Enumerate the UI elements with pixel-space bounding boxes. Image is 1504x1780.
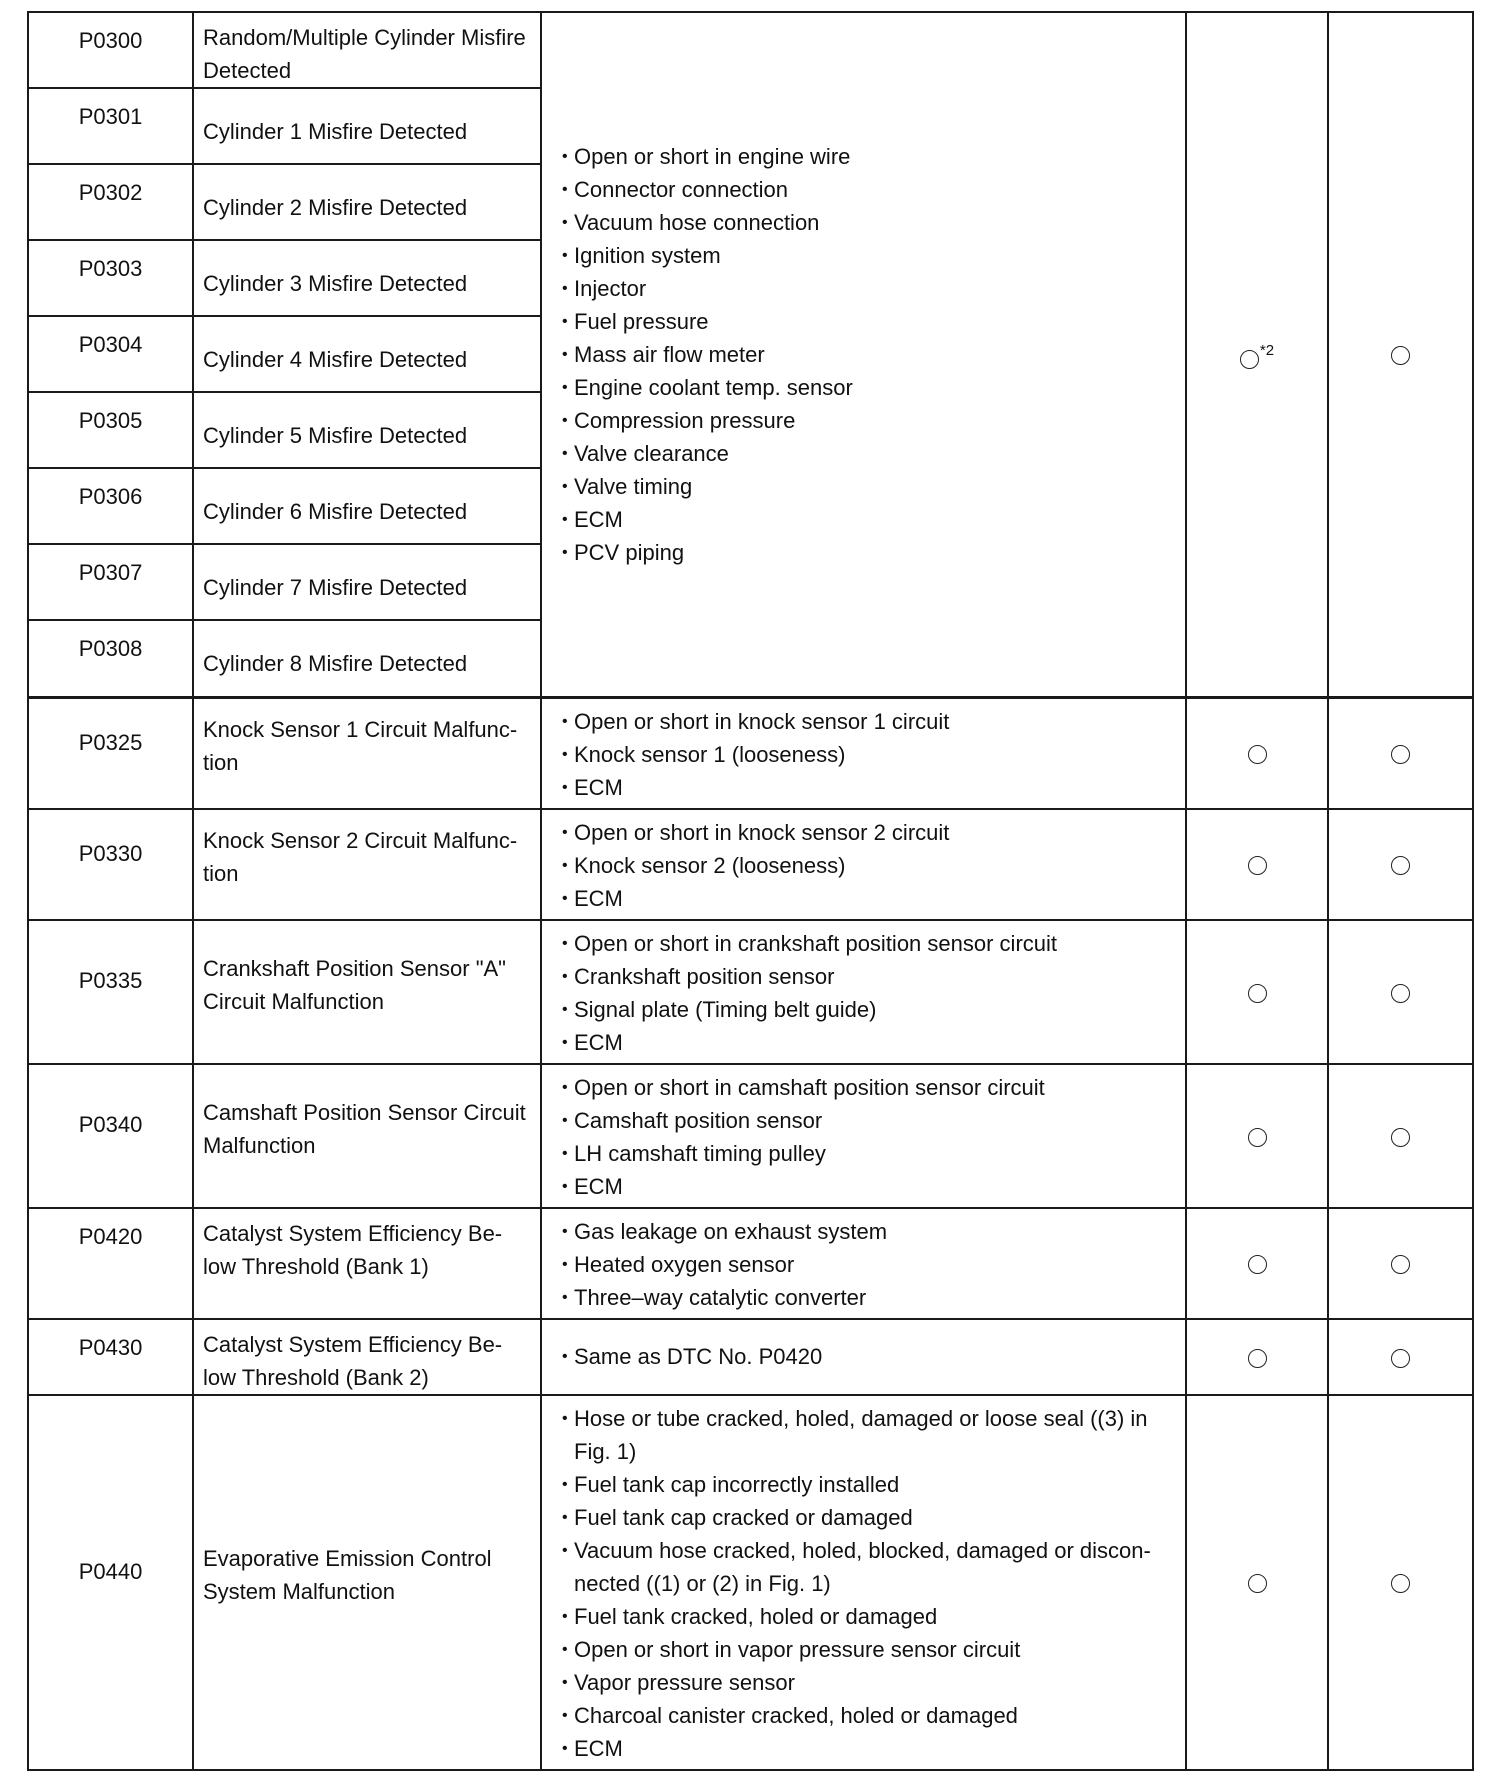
dtc-name: Cylinder 1 Misfire Detected bbox=[193, 88, 541, 164]
list-item: • PCV piping bbox=[562, 536, 1179, 569]
list-item: • Open or short in crankshaft position sensor circuit bbox=[562, 927, 1179, 960]
circle-icon bbox=[1248, 1349, 1267, 1368]
dtc-code: P0301 bbox=[28, 88, 193, 164]
list-item: • Injector bbox=[562, 272, 1179, 305]
dtc-code: P0300 bbox=[28, 12, 193, 88]
dtc-code: P0325 bbox=[28, 697, 193, 809]
dtc-code: P0305 bbox=[28, 392, 193, 468]
list-item: • ECM bbox=[562, 1026, 1179, 1059]
check-mark-cell bbox=[1328, 697, 1473, 809]
list-item: • Hose or tube cracked, holed, damaged or loose seal ((3) in Fig. 1) bbox=[562, 1402, 1179, 1468]
dtc-name: Cylinder 6 Misfire Detected bbox=[193, 468, 541, 544]
causes-cell bbox=[541, 1395, 1186, 1770]
list-item: • Vapor pressure sensor bbox=[562, 1666, 1179, 1699]
list-item: • Knock sensor 1 (looseness) bbox=[562, 738, 1179, 771]
causes-list bbox=[562, 1071, 1179, 1203]
dtc-code: P0340 bbox=[28, 1064, 193, 1208]
table-row bbox=[28, 12, 1473, 88]
list-item: • Valve timing bbox=[562, 470, 1179, 503]
check-mark-cell bbox=[1186, 809, 1328, 920]
dtc-code: P0304 bbox=[28, 316, 193, 392]
list-item: • Camshaft position sensor bbox=[562, 1104, 1179, 1137]
footnote-mark: *2 bbox=[1259, 342, 1275, 360]
causes-cell bbox=[541, 12, 1186, 697]
dtc-table bbox=[27, 11, 1474, 1771]
table-row bbox=[28, 697, 1473, 809]
list-item: • Vacuum hose cracked, holed, blocked, damaged or discon-nected ((1) or (2) in Fig. 1) bbox=[562, 1534, 1179, 1600]
check-mark-cell bbox=[1186, 12, 1328, 697]
list-item: • ECM bbox=[562, 503, 1179, 536]
check-mark-cell bbox=[1186, 1395, 1328, 1770]
list-item: • Signal plate (Timing belt guide) bbox=[562, 993, 1179, 1026]
causes-cell bbox=[541, 920, 1186, 1064]
causes-list bbox=[562, 927, 1179, 1059]
list-item: • Open or short in engine wire bbox=[562, 140, 1179, 173]
list-item: • Open or short in camshaft position sensor circuit bbox=[562, 1071, 1179, 1104]
list-item: • ECM bbox=[562, 1170, 1179, 1203]
check-mark-cell bbox=[1186, 1064, 1328, 1208]
dtc-code: P0306 bbox=[28, 468, 193, 544]
dtc-name: Evaporative Emission Control System Malfunction bbox=[193, 1395, 541, 1770]
list-item: • ECM bbox=[562, 771, 1179, 804]
table-row bbox=[28, 1208, 1473, 1319]
causes-list bbox=[562, 1215, 1179, 1314]
dtc-code: P0430 bbox=[28, 1319, 193, 1395]
list-item: • Heated oxygen sensor bbox=[562, 1248, 1179, 1281]
list-item: • Fuel tank cracked, holed or damaged bbox=[562, 1600, 1179, 1633]
circle-icon bbox=[1248, 1255, 1267, 1274]
dtc-name: Cylinder 5 Misfire Detected bbox=[193, 392, 541, 468]
table-row bbox=[28, 1319, 1473, 1395]
dtc-name: Crankshaft Position Sensor "A" Circuit Malfunction bbox=[193, 920, 541, 1064]
circle-icon bbox=[1391, 1128, 1410, 1147]
circle-icon bbox=[1391, 745, 1410, 764]
list-item: • ECM bbox=[562, 1732, 1179, 1765]
causes-list bbox=[562, 1402, 1179, 1765]
check-mark-cell bbox=[1186, 1208, 1328, 1319]
table-row bbox=[28, 1395, 1473, 1770]
check-mark-cell bbox=[1328, 12, 1473, 697]
causes-cell bbox=[541, 697, 1186, 809]
check-mark-cell bbox=[1186, 1319, 1328, 1395]
list-item: • Fuel tank cap cracked or damaged bbox=[562, 1501, 1179, 1534]
list-item: • Open or short in vapor pressure sensor circuit bbox=[562, 1633, 1179, 1666]
table-row bbox=[28, 920, 1473, 1064]
list-item: • Compression pressure bbox=[562, 404, 1179, 437]
circle-icon bbox=[1248, 984, 1267, 1003]
dtc-name: Knock Sensor 1 Circuit Malfunc-tion bbox=[193, 697, 541, 809]
dtc-name: Cylinder 7 Misfire Detected bbox=[193, 544, 541, 620]
check-mark-cell bbox=[1328, 920, 1473, 1064]
dtc-name: Camshaft Position Sensor Circuit Malfunction bbox=[193, 1064, 541, 1208]
dtc-name: Catalyst System Efficiency Be-low Threshold (Bank 1) bbox=[193, 1208, 541, 1319]
circle-icon bbox=[1248, 1574, 1267, 1593]
causes-cell bbox=[541, 809, 1186, 920]
list-item: • Open or short in knock sensor 2 circuit bbox=[562, 816, 1179, 849]
dtc-code: P0420 bbox=[28, 1208, 193, 1319]
check-mark-cell bbox=[1328, 1208, 1473, 1319]
dtc-code: P0307 bbox=[28, 544, 193, 620]
dtc-code: P0308 bbox=[28, 620, 193, 697]
list-item: • Mass air flow meter bbox=[562, 338, 1179, 371]
list-item: • Same as DTC No. P0420 bbox=[562, 1340, 1179, 1373]
circle-icon bbox=[1391, 1255, 1410, 1274]
list-item: • Fuel tank cap incorrectly installed bbox=[562, 1468, 1179, 1501]
causes-list bbox=[562, 816, 1179, 915]
circle-icon bbox=[1391, 1574, 1410, 1593]
check-mark-cell bbox=[1328, 1319, 1473, 1395]
dtc-name: Cylinder 4 Misfire Detected bbox=[193, 316, 541, 392]
dtc-code: P0302 bbox=[28, 164, 193, 240]
dtc-name: Cylinder 3 Misfire Detected bbox=[193, 240, 541, 316]
causes-list bbox=[562, 1340, 1179, 1373]
circle-icon bbox=[1391, 1349, 1410, 1368]
check-mark-cell bbox=[1186, 920, 1328, 1064]
list-item: • Crankshaft position sensor bbox=[562, 960, 1179, 993]
list-item: • Charcoal canister cracked, holed or damaged bbox=[562, 1699, 1179, 1732]
check-mark-cell bbox=[1328, 809, 1473, 920]
dtc-code: P0330 bbox=[28, 809, 193, 920]
list-item: • LH camshaft timing pulley bbox=[562, 1137, 1179, 1170]
list-item: • Fuel pressure bbox=[562, 305, 1179, 338]
dtc-name: Catalyst System Efficiency Be-low Threshold (Bank 2) bbox=[193, 1319, 541, 1395]
list-item: • Three–way catalytic converter bbox=[562, 1281, 1179, 1314]
causes-cell bbox=[541, 1208, 1186, 1319]
table-row bbox=[28, 809, 1473, 920]
causes-cell bbox=[541, 1319, 1186, 1395]
circle-icon bbox=[1391, 346, 1410, 365]
dtc-name: Cylinder 8 Misfire Detected bbox=[193, 620, 541, 697]
circle-icon bbox=[1391, 856, 1410, 875]
check-mark-cell bbox=[1328, 1064, 1473, 1208]
circle-icon bbox=[1248, 745, 1267, 764]
list-item: • Valve clearance bbox=[562, 437, 1179, 470]
list-item: • Gas leakage on exhaust system bbox=[562, 1215, 1179, 1248]
list-item: • Ignition system bbox=[562, 239, 1179, 272]
causes-cell bbox=[541, 1064, 1186, 1208]
check-mark-cell bbox=[1186, 697, 1328, 809]
circle-icon bbox=[1240, 350, 1259, 369]
dtc-name: Random/Multiple Cylinder Misfire Detected bbox=[193, 12, 541, 88]
circle-icon bbox=[1248, 1128, 1267, 1147]
causes-list bbox=[562, 705, 1179, 804]
list-item: • Open or short in knock sensor 1 circuit bbox=[562, 705, 1179, 738]
dtc-code: P0440 bbox=[28, 1395, 193, 1770]
list-item: • Connector connection bbox=[562, 173, 1179, 206]
circle-icon bbox=[1248, 856, 1267, 875]
dtc-code: P0303 bbox=[28, 240, 193, 316]
list-item: • ECM bbox=[562, 882, 1179, 915]
list-item: • Vacuum hose connection bbox=[562, 206, 1179, 239]
misfire-causes-list bbox=[562, 140, 1179, 569]
dtc-name: Cylinder 2 Misfire Detected bbox=[193, 164, 541, 240]
list-item: • Knock sensor 2 (looseness) bbox=[562, 849, 1179, 882]
circle-icon bbox=[1391, 984, 1410, 1003]
check-mark-cell bbox=[1328, 1395, 1473, 1770]
dtc-name: Knock Sensor 2 Circuit Malfunc-tion bbox=[193, 809, 541, 920]
table-row bbox=[28, 1064, 1473, 1208]
list-item: • Engine coolant temp. sensor bbox=[562, 371, 1179, 404]
dtc-code: P0335 bbox=[28, 920, 193, 1064]
